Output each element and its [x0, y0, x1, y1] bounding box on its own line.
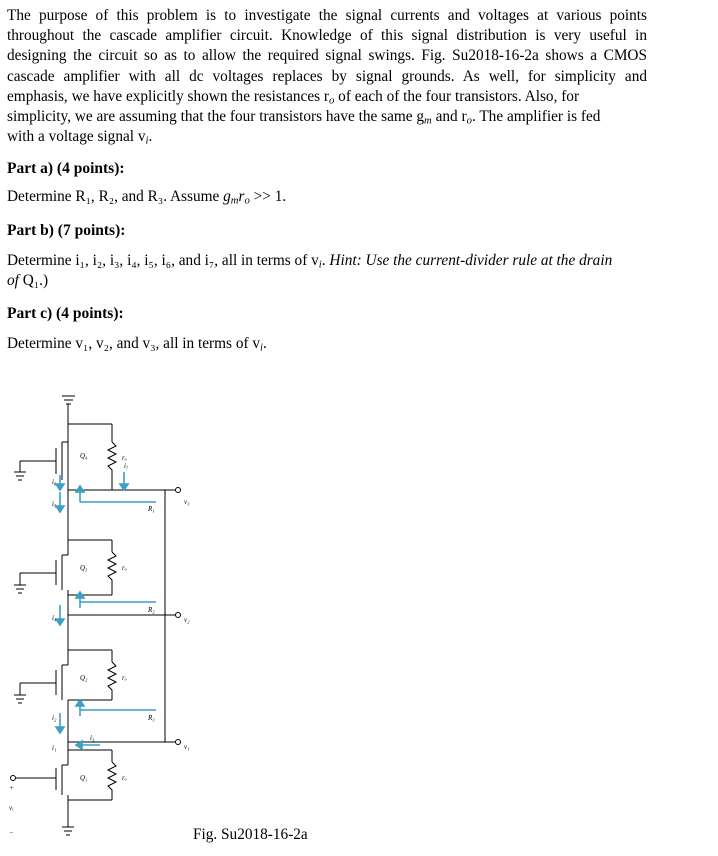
ro2-label: rₒ — [122, 674, 127, 682]
part-b-text-2 — [7, 272, 48, 290]
part-a-heading: Part a) (4 points): — [7, 160, 125, 177]
gm-m: m — [230, 194, 239, 207]
vi-plus: + — [9, 784, 14, 792]
r3-label: R₃ — [148, 714, 155, 722]
ro2-resistor — [108, 662, 116, 700]
v1-terminal — [176, 740, 181, 745]
i7-label: i₇ — [124, 462, 129, 470]
part-b-heading: Part b) (7 points): — [7, 222, 126, 239]
ro1-resistor — [108, 762, 116, 800]
q2-label: Q₂ — [80, 674, 88, 682]
i4-label: i₄ — [52, 614, 57, 622]
intro-line-5 — [7, 87, 647, 107]
figure-caption: Fig. Su2018-16-2a — [193, 826, 308, 843]
part-b-vi-sub: i — [318, 258, 322, 271]
circuit-wires — [14, 396, 175, 835]
part-c-vi-sub: i — [260, 341, 264, 354]
vi-terminal — [11, 776, 16, 781]
v3-terminal — [176, 488, 181, 493]
v3-label: v₃ — [184, 498, 190, 506]
gm-g: g — [223, 188, 231, 205]
intro-line-3: designing the circuit so as to allow the required signal swings. Fig. Su2018-16-2a shows a CMOS — [7, 47, 647, 65]
intro-line-7 — [7, 127, 647, 147]
ro3-label: rₒ — [122, 564, 127, 572]
i1-label: i₁ — [52, 744, 57, 752]
intro-line-6 — [7, 107, 647, 127]
cascade-amplifier-schematic — [0, 380, 330, 850]
v2-label: v₂ — [184, 616, 190, 624]
part-b-hint-2: of — [7, 272, 23, 289]
ro-subscript: o — [329, 94, 335, 107]
intro-line-5a: emphasis, we have explicitly shown the resistances r — [7, 87, 329, 105]
part-c-text — [7, 335, 267, 353]
part-a-text — [7, 188, 286, 206]
ro4-resistor — [108, 442, 116, 490]
gm-subscript: m — [424, 114, 432, 127]
r2-label: R₂ — [148, 606, 155, 614]
intro-line-6a: simplicity, we are assuming that the four transistors have the same g — [7, 108, 425, 126]
intro-line-2: throughout the cascade amplifier circuit. Knowledge of this signal distribution is very useful in — [7, 27, 647, 45]
part-a-body: Determine R₁, R₂, and R₃. Assume — [7, 188, 224, 205]
ro3-resistor — [108, 552, 116, 595]
v1-label: v₁ — [184, 743, 190, 751]
intro-line-7a: with a voltage signal v — [7, 128, 146, 146]
part-b-body: Determine i₁, i₂, i₃, i₄, i₅, i₆, and i₇, all in terms of v — [7, 252, 319, 269]
part-b-q1: Q₁.) — [22, 272, 49, 289]
intro-line-6b: and r — [431, 108, 467, 126]
part-c-body: Determine v₁, v₂, and v₃, all in terms of v — [7, 335, 261, 352]
vi-label: vᵢ — [9, 804, 14, 812]
part-a-tail: >> 1. — [249, 188, 287, 205]
q4-label: Q₄ — [80, 452, 88, 460]
intro-period: . — [148, 128, 153, 146]
vi-minus: − — [9, 829, 14, 837]
r1-label: R₁ — [148, 505, 155, 513]
part-b-text — [7, 252, 612, 270]
part-c-heading: Part c) (4 points): — [7, 305, 124, 322]
i5-label: i₅ — [52, 500, 57, 508]
ro-r: r — [238, 188, 245, 205]
v2-terminal — [176, 613, 181, 618]
current-arrows — [56, 472, 156, 749]
i6-label: i₆ — [52, 478, 57, 486]
ro1-label: rₒ — [122, 774, 127, 782]
intro-line-1: The purpose of this problem is to investigate the signal currents and voltages at various points — [7, 7, 647, 24]
intro-line-6c: . The amplifier is fed — [471, 108, 601, 126]
part-c-period: . — [263, 335, 267, 352]
part-b-dot: . — [321, 252, 330, 269]
intro-paragraph — [7, 6, 647, 147]
ro4-label: rₒ — [122, 454, 127, 462]
circuit-labels — [9, 452, 190, 837]
q3-label: Q₃ — [80, 564, 88, 572]
q1-label: Q₁ — [80, 774, 88, 782]
part-b-hint: Hint: Use the current-divider rule at the drain — [329, 252, 613, 269]
i2-label: i₂ — [52, 714, 57, 722]
intro-line-4: cascade amplifier with all dc voltages replaces by signal grounds. As well, for simplicity and — [7, 67, 647, 85]
ro-o: o — [244, 194, 250, 207]
vi-subscript: i — [145, 134, 149, 147]
intro-line-5b: of each of the four transistors. Also, for — [334, 87, 580, 105]
i3-label: i₃ — [90, 734, 95, 742]
output-terminals — [11, 488, 181, 781]
ro-subscript-2: o — [466, 114, 472, 127]
